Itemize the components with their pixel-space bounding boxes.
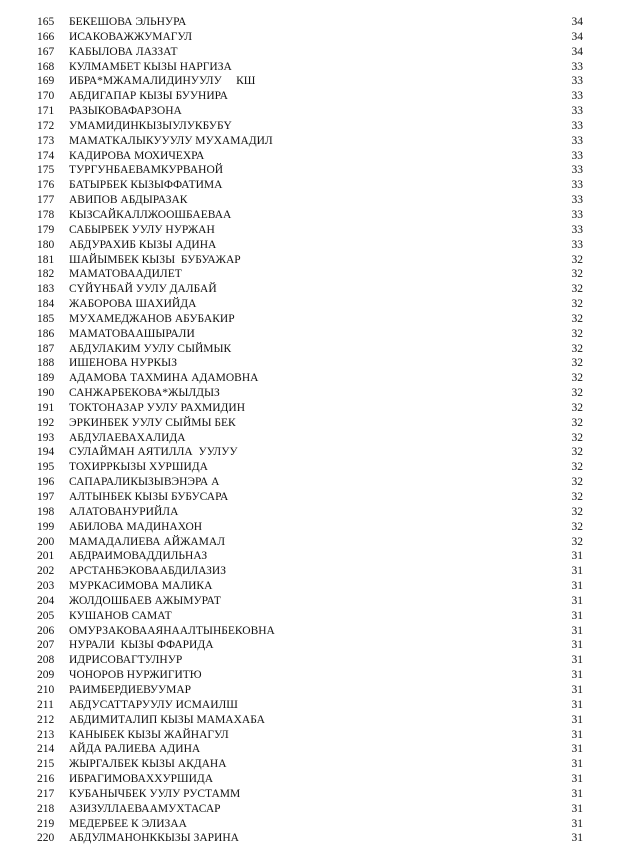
score-value: 32 <box>571 253 583 266</box>
student-name: ИДРИСОВАГТУЛНУР <box>69 654 183 667</box>
row-number: 220 <box>37 832 55 845</box>
student-name: МАМАДАЛИЕВА АЙЖАМАЛ <box>69 535 226 548</box>
student-name: МЕДЕРБЕЕ К ЭЛИЗАА <box>69 817 187 830</box>
score-value: 33 <box>571 194 583 207</box>
student-name: КАБЫЛОВА ЛАЗЗАТ <box>69 45 178 58</box>
list-row <box>0 297 643 312</box>
student-name: БЕКЕШОВА ЭЛЬНУРА <box>69 16 187 28</box>
student-name: ИБРА*МЖАМАЛИДИНУУЛУ КШ <box>69 75 256 88</box>
student-name: МАМАТОВААШЫРАЛИ <box>69 327 195 340</box>
row-number: 187 <box>37 342 55 355</box>
student-name: СҮЙҮНБАЙ УУЛУ ДАЛБАЙ <box>69 283 217 296</box>
list-row <box>0 401 643 416</box>
score-value: 32 <box>571 372 583 385</box>
student-name: КУШАНОВ САМАТ <box>69 609 172 622</box>
row-number: 194 <box>37 446 55 459</box>
list-row <box>0 371 643 386</box>
student-name: ТОХИРРКЫЗЫ ХУРШИДА <box>69 461 208 474</box>
list-row <box>0 134 643 149</box>
score-value: 31 <box>571 743 583 756</box>
score-value: 31 <box>571 683 583 696</box>
list-row <box>0 698 643 713</box>
score-value: 31 <box>571 565 583 578</box>
student-name: МАМАТОВААДИЛЕТ <box>69 268 182 281</box>
list-row <box>0 342 643 357</box>
student-name: РАИМБЕРДИЕВУУМАР <box>69 683 192 696</box>
student-name: СУЛАЙМАН АЯТИЛЛА УУЛУУ <box>69 446 238 459</box>
row-number: 208 <box>37 654 55 667</box>
student-name: ИБРАГИМОВАХХУРШИДА <box>69 773 214 786</box>
student-name: АБИЛОВА МАДИНАХОН <box>69 520 203 533</box>
row-number: 170 <box>37 90 55 103</box>
score-value: 32 <box>571 298 583 311</box>
row-number: 211 <box>37 698 54 711</box>
student-name: АБДУСАТТАРУУЛУ ИСМАИЛШ <box>69 698 238 711</box>
list-row <box>0 416 643 431</box>
row-number: 202 <box>37 565 55 578</box>
score-value: 31 <box>571 758 583 771</box>
list-row <box>0 312 643 327</box>
score-value: 34 <box>571 16 583 28</box>
list-row <box>0 668 643 683</box>
list-row <box>0 802 643 817</box>
student-name: МУРКАСИМОВА МАЛИКА <box>69 580 213 593</box>
student-name: МУХАМЕДЖАНОВ АБУБАКИР <box>69 312 235 325</box>
student-name: КУЛМАМБЕТ КЫЗЫ НАРГИЗА <box>69 60 232 73</box>
list-row <box>0 178 643 193</box>
row-number: 216 <box>37 773 55 786</box>
row-number: 215 <box>37 758 55 771</box>
score-value: 32 <box>571 476 583 489</box>
score-value: 31 <box>571 550 583 563</box>
list-row <box>0 624 643 639</box>
score-value: 33 <box>571 164 583 177</box>
list-row <box>0 223 643 238</box>
list-row <box>0 15 643 30</box>
score-value: 32 <box>571 535 583 548</box>
score-value: 33 <box>571 60 583 73</box>
list-row <box>0 327 643 342</box>
row-number: 171 <box>37 105 55 118</box>
student-name: АЗИЗУЛЛАЕВААМУХТАСАР <box>69 802 221 815</box>
student-name: САПАРАЛИКЫЗЫВЭНЭРА А <box>69 476 220 489</box>
list-row <box>0 683 643 698</box>
score-value: 32 <box>571 520 583 533</box>
row-number: 212 <box>37 713 55 726</box>
row-number: 206 <box>37 624 55 637</box>
list-row <box>0 119 643 134</box>
student-name: КАНЫБЕК КЫЗЫ ЖАЙНАГУЛ <box>69 728 229 741</box>
list-row <box>0 149 643 164</box>
student-name: ШАЙЫМБЕК КЫЗЫ БУБУАЖАР <box>69 253 241 266</box>
score-value: 31 <box>571 713 583 726</box>
list-row <box>0 282 643 297</box>
list-row <box>0 253 643 268</box>
list-row <box>0 757 643 772</box>
row-number: 191 <box>37 401 55 414</box>
student-name: КЫЗСАЙКАЛЛЖООШБАЕВАА <box>69 208 232 221</box>
list-row <box>0 579 643 594</box>
list-row <box>0 460 643 475</box>
score-value: 33 <box>571 238 583 251</box>
student-name: ЧОНОРОВ НУРЖИГИТЮ <box>69 669 202 682</box>
student-name: АВИПОВ АБДЫРАЗАК <box>69 194 188 207</box>
list-row <box>0 74 643 89</box>
list-row <box>0 490 643 505</box>
score-value: 32 <box>571 431 583 444</box>
list-row <box>0 728 643 743</box>
student-name: АРСТАНБЭКОВААБДИЛАЗИЗ <box>69 565 226 578</box>
list-row <box>0 638 643 653</box>
list-row <box>0 772 643 787</box>
row-number: 166 <box>37 30 55 43</box>
score-value: 31 <box>571 728 583 741</box>
score-value: 33 <box>571 90 583 103</box>
list-row <box>0 193 643 208</box>
row-number: 174 <box>37 149 55 162</box>
row-number: 186 <box>37 327 55 340</box>
row-number: 176 <box>37 179 55 192</box>
student-name: АЙДА РАЛИЕВА АДИНА <box>69 743 201 756</box>
ranking-list <box>0 15 643 846</box>
score-value: 31 <box>571 580 583 593</box>
student-name: ЖАБОРОВА ШАХИЙДА <box>69 298 197 311</box>
score-value: 33 <box>571 75 583 88</box>
row-number: 182 <box>37 268 55 281</box>
row-number: 175 <box>37 164 55 177</box>
row-number: 180 <box>37 238 55 251</box>
student-name: ЭРКИНБЕК УУЛУ СЫЙМЫ БЕК <box>69 416 236 429</box>
student-name: АЛТЫНБЕК КЫЗЫ БУБУСАРА <box>69 491 229 503</box>
score-value: 31 <box>571 654 583 667</box>
list-row <box>0 45 643 60</box>
score-value: 33 <box>571 179 583 192</box>
score-value: 32 <box>571 505 583 518</box>
score-value: 32 <box>571 461 583 474</box>
row-number: 179 <box>37 223 55 236</box>
row-number: 217 <box>37 787 55 800</box>
student-name: ИСАКОВАЖЖУМАГУЛ <box>69 30 193 43</box>
row-number: 218 <box>37 802 55 815</box>
score-value: 33 <box>571 119 583 132</box>
student-name: ТУРГУНБАЕВАМКУРВАНОЙ <box>69 164 224 177</box>
list-row <box>0 208 643 223</box>
row-number: 181 <box>37 253 55 266</box>
student-name: ЖОЛДОШБАЕВ АЖЫМУРАТ <box>69 594 221 607</box>
student-name: АБДУЛАЕВАХАЛИДА <box>69 431 186 444</box>
score-value: 33 <box>571 134 583 147</box>
student-name: АБДУЛАКИМ УУЛУ СЫЙМЫК <box>69 342 232 355</box>
row-number: 210 <box>37 683 55 696</box>
score-value: 31 <box>571 639 583 652</box>
student-name: МАМАТКАЛЫКУУУЛУ МУХАМАДИЛ <box>69 134 273 147</box>
row-number: 184 <box>37 298 55 311</box>
student-name: САНЖАРБЕКОВА*ЖЫЛДЫЗ <box>69 387 220 400</box>
row-number: 195 <box>37 461 55 474</box>
score-value: 31 <box>571 817 583 830</box>
row-number: 203 <box>37 580 55 593</box>
row-number: 196 <box>37 476 55 489</box>
list-row <box>0 713 643 728</box>
score-value: 31 <box>571 698 583 711</box>
row-number: 178 <box>37 208 55 221</box>
list-row <box>0 475 643 490</box>
row-number: 198 <box>37 505 55 518</box>
row-number: 219 <box>37 817 55 830</box>
student-name: АЛАТОВАНУРИЙЛА <box>69 505 179 518</box>
list-row <box>0 60 643 75</box>
score-value: 32 <box>571 401 583 414</box>
row-number: 173 <box>37 134 55 147</box>
list-row <box>0 505 643 520</box>
list-row <box>0 431 643 446</box>
row-number: 200 <box>37 535 55 548</box>
list-row <box>0 653 643 668</box>
list-row <box>0 163 643 178</box>
score-value: 31 <box>571 787 583 800</box>
list-row <box>0 594 643 609</box>
student-name: ОМУРЗАКОВААЯНААЛТЫНБЕКОВНА <box>69 624 275 637</box>
score-value: 31 <box>571 624 583 637</box>
list-row <box>0 742 643 757</box>
list-row <box>0 30 643 45</box>
score-value: 33 <box>571 105 583 118</box>
score-value: 31 <box>571 832 583 845</box>
row-number: 177 <box>37 194 55 207</box>
student-name: КАДИРОВА МОХИЧЕХРА <box>69 149 205 162</box>
student-name: АБДИМИТАЛИП КЫЗЫ МАМАХАБА <box>69 713 265 726</box>
row-number: 168 <box>37 60 55 73</box>
row-number: 190 <box>37 387 55 400</box>
list-row <box>0 564 643 579</box>
score-value: 31 <box>571 773 583 786</box>
list-row <box>0 520 643 535</box>
row-number: 169 <box>37 75 55 88</box>
score-value: 32 <box>571 312 583 325</box>
list-row <box>0 817 643 832</box>
score-value: 32 <box>571 327 583 340</box>
row-number: 185 <box>37 312 55 325</box>
score-value: 32 <box>571 268 583 281</box>
row-number: 209 <box>37 669 55 682</box>
list-row <box>0 386 643 401</box>
score-value: 32 <box>571 342 583 355</box>
row-number: 167 <box>37 45 55 58</box>
row-number: 189 <box>37 372 55 385</box>
score-value: 31 <box>571 669 583 682</box>
list-row <box>0 267 643 282</box>
list-row <box>0 445 643 460</box>
row-number: 199 <box>37 520 55 533</box>
student-name: РАЗЫКОВАФАРЗОНА <box>69 105 182 118</box>
student-name: НУРАЛИ КЫЗЫ ФФАРИДА <box>69 639 214 652</box>
row-number: 193 <box>37 431 55 444</box>
student-name: АБДИГАПАР КЫЗЫ БУУНИРА <box>69 90 228 103</box>
list-row <box>0 787 643 802</box>
student-name: САБЫРБЕК УУЛУ НУРЖАН <box>69 223 215 236</box>
list-row <box>0 356 643 371</box>
student-name: УМАМИДИНКЫЗЫУЛУКБУБҮ <box>69 119 232 132</box>
score-value: 33 <box>571 149 583 162</box>
score-value: 32 <box>571 357 583 370</box>
student-name: ЖЫРГАЛБЕК КЫЗЫ АКДАНА <box>69 758 227 771</box>
student-name: АБДРАИМОВАДДИЛЬНАЗ <box>69 550 208 563</box>
list-row <box>0 549 643 564</box>
score-value: 32 <box>571 446 583 459</box>
row-number: 165 <box>37 16 55 28</box>
student-name: АДАМОВА ТАХМИНА АДАМОВНА <box>69 372 259 385</box>
list-row <box>0 831 643 846</box>
score-value: 33 <box>571 223 583 236</box>
row-number: 204 <box>37 594 55 607</box>
row-number: 197 <box>37 491 55 503</box>
list-row <box>0 535 643 550</box>
score-value: 32 <box>571 416 583 429</box>
list-row <box>0 609 643 624</box>
student-name: АБДУРАХИБ КЫЗЫ АДИНА <box>69 238 217 251</box>
list-row <box>0 238 643 253</box>
score-value: 33 <box>571 208 583 221</box>
score-value: 34 <box>571 45 583 58</box>
row-number: 188 <box>37 357 55 370</box>
score-value: 31 <box>571 802 583 815</box>
row-number: 172 <box>37 119 55 132</box>
score-value: 31 <box>571 594 583 607</box>
row-number: 192 <box>37 416 55 429</box>
student-name: ИШЕНОВА НУРКЫЗ <box>69 357 177 370</box>
row-number: 214 <box>37 743 55 756</box>
row-number: 213 <box>37 728 55 741</box>
score-value: 34 <box>571 30 583 43</box>
score-value: 32 <box>571 283 583 296</box>
row-number: 183 <box>37 283 55 296</box>
student-name: БАТЫРБЕК КЫЗЫФФАТИМА <box>69 179 223 192</box>
score-value: 32 <box>571 491 583 503</box>
row-number: 201 <box>37 550 55 563</box>
score-value: 31 <box>571 609 583 622</box>
student-name: ТОКТОНАЗАР УУЛУ РАХМИДИН <box>69 401 246 414</box>
score-value: 32 <box>571 387 583 400</box>
list-row <box>0 104 643 119</box>
row-number: 207 <box>37 639 55 652</box>
student-name: КУБАНЫЧБЕК УУЛУ РУСТАММ <box>69 787 241 800</box>
student-name: АБДУЛМАНОНККЫЗЫ ЗАРИНА <box>69 832 239 845</box>
list-row <box>0 89 643 104</box>
row-number: 205 <box>37 609 55 622</box>
